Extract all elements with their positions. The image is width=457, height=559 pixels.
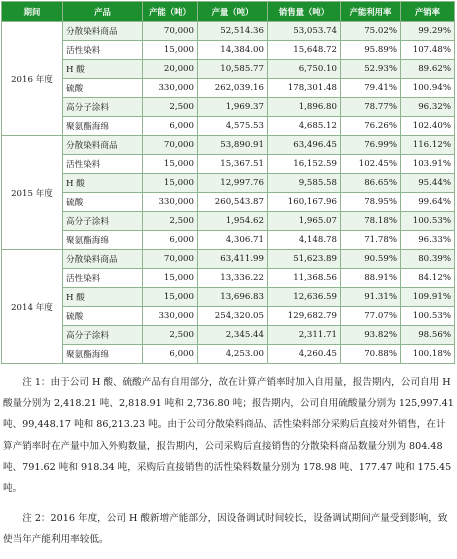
sales-ratio-cell: 95.44%: [401, 174, 455, 193]
sales-ratio-cell: 100.94%: [401, 79, 455, 98]
table-body: [2, 22, 455, 364]
utilization-cell: 78.95%: [341, 193, 401, 212]
output-cell: 52,514.36: [198, 22, 268, 41]
sales-ratio-cell: 103.91%: [401, 155, 455, 174]
capacity-cell: 330,000: [143, 79, 198, 98]
product-cell: 聚氨酯海绵: [63, 231, 143, 250]
utilization-cell: 77.07%: [341, 307, 401, 326]
output-cell: 4,575.53: [198, 117, 268, 136]
product-cell: 高分子涂料: [63, 98, 143, 117]
product-cell: 分散染料商品: [63, 22, 143, 41]
capacity-cell: 15,000: [143, 269, 198, 288]
product-cell: 高分子涂料: [63, 326, 143, 345]
output-cell: 260,543.87: [198, 193, 268, 212]
sales-ratio-cell: 96.32%: [401, 98, 455, 117]
sales-cell: 12,636.59: [268, 288, 341, 307]
output-cell: 15,367.51: [198, 155, 268, 174]
production-table: [1, 1, 455, 364]
product-cell: 硫酸: [63, 79, 143, 98]
period-cell: 2014 年度: [2, 250, 63, 364]
utilization-cell: 76.99%: [341, 136, 401, 155]
sales-cell: 11,368.56: [268, 269, 341, 288]
utilization-cell: 91.31%: [341, 288, 401, 307]
utilization-cell: 79.41%: [341, 79, 401, 98]
capacity-cell: 70,000: [143, 250, 198, 269]
capacity-cell: 15,000: [143, 288, 198, 307]
capacity-cell: 2,500: [143, 98, 198, 117]
output-cell: 13,336.22: [198, 269, 268, 288]
table-row: [2, 288, 455, 307]
sales-ratio-cell: 100.53%: [401, 212, 455, 231]
table-row: [2, 136, 455, 155]
utilization-cell: 86.65%: [341, 174, 401, 193]
product-cell: H 酸: [63, 174, 143, 193]
col-header-utilization: 产能利用率: [341, 2, 401, 22]
sales-cell: 9,585.58: [268, 174, 341, 193]
sales-ratio-cell: 100.53%: [401, 307, 455, 326]
product-cell: 硫酸: [63, 307, 143, 326]
capacity-cell: 6,000: [143, 345, 198, 364]
sales-ratio-cell: 107.48%: [401, 41, 455, 60]
table-row: [2, 345, 455, 364]
notes-section: [3, 372, 454, 551]
utilization-cell: 75.02%: [341, 22, 401, 41]
product-cell: H 酸: [63, 60, 143, 79]
sales-cell: 6,750.10: [268, 60, 341, 79]
table-row: [2, 269, 455, 288]
utilization-cell: 70.88%: [341, 345, 401, 364]
product-cell: 分散染料商品: [63, 136, 143, 155]
sales-cell: 16,152.59: [268, 155, 341, 174]
utilization-cell: 102.45%: [341, 155, 401, 174]
col-header-product: 产品: [63, 2, 143, 22]
table-row: [2, 98, 455, 117]
output-cell: 63,411.99: [198, 250, 268, 269]
table-row: [2, 174, 455, 193]
output-cell: 10,585.77: [198, 60, 268, 79]
table-row: [2, 212, 455, 231]
output-cell: 14,384.00: [198, 41, 268, 60]
table-row: [2, 60, 455, 79]
sales-ratio-cell: 102.40%: [401, 117, 455, 136]
utilization-cell: 93.82%: [341, 326, 401, 345]
capacity-cell: 15,000: [143, 174, 198, 193]
product-cell: 活性染料: [63, 269, 143, 288]
sales-ratio-cell: 80.39%: [401, 250, 455, 269]
sales-ratio-cell: 89.62%: [401, 60, 455, 79]
period-cell: 2015 年度: [2, 136, 63, 250]
product-cell: 分散染料商品: [63, 250, 143, 269]
utilization-cell: 78.18%: [341, 212, 401, 231]
sales-ratio-cell: 98.56%: [401, 326, 455, 345]
utilization-cell: 78.77%: [341, 98, 401, 117]
capacity-cell: 20,000: [143, 60, 198, 79]
capacity-cell: 70,000: [143, 22, 198, 41]
table-row: [2, 117, 455, 136]
col-header-sales-ratio: 产销率: [401, 2, 455, 22]
sales-ratio-cell: 109.91%: [401, 288, 455, 307]
product-cell: 聚氨酯海绵: [63, 117, 143, 136]
output-cell: 2,345.44: [198, 326, 268, 345]
product-cell: 硫酸: [63, 193, 143, 212]
table-row: [2, 231, 455, 250]
table-header-row: [2, 2, 455, 22]
output-cell: 13,696.83: [198, 288, 268, 307]
sales-cell: 178,301.48: [268, 79, 341, 98]
col-header-period: 期间: [2, 2, 63, 22]
col-header-output: 产量（吨）: [198, 2, 268, 22]
utilization-cell: 90.59%: [341, 250, 401, 269]
note-1: 注 1：由于公司 H 酸、硫酸产品有自用部分，故在计算产销率时加入自用量，报告期内，公司自用 H 酸量分别为 2,418.21 吨、2,818.91 吨和 2,736.80 吨；报告期内，公司自用硫酸量分别为 125,997.41 吨、99,448.17 吨和 86,213.23 吨。由于公司分散染料商品、活性染料部分采购后直接对外销售，在计算产销率时在产量中加入外购数量，报告期内，公司采购后直接销售的分散染料商品数量分别为 804.48 吨、791.62 吨和 918.34 吨，采购后直接销售的活性染料数量分别为 178.98 吨、177.47 吨和 175.45 吨。: [3, 377, 454, 495]
capacity-cell: 6,000: [143, 117, 198, 136]
sales-cell: 1,965.07: [268, 212, 341, 231]
utilization-cell: 76.26%: [341, 117, 401, 136]
sales-cell: 160,167.96: [268, 193, 341, 212]
table-row: [2, 193, 455, 212]
utilization-cell: 52.93%: [341, 60, 401, 79]
sales-cell: 53,053.74: [268, 22, 341, 41]
output-cell: 4,253.00: [198, 345, 268, 364]
capacity-cell: 15,000: [143, 41, 198, 60]
output-cell: 262,039.16: [198, 79, 268, 98]
output-cell: 4,306.71: [198, 231, 268, 250]
utilization-cell: 71.78%: [341, 231, 401, 250]
utilization-cell: 88.91%: [341, 269, 401, 288]
sales-ratio-cell: 84.12%: [401, 269, 455, 288]
capacity-cell: 2,500: [143, 212, 198, 231]
product-cell: 高分子涂料: [63, 212, 143, 231]
sales-cell: 4,148.78: [268, 231, 341, 250]
capacity-cell: 330,000: [143, 193, 198, 212]
capacity-cell: 330,000: [143, 307, 198, 326]
note-2: 注 2：2016 年度，公司 H 酸新增产能部分，因设备调试时间较长，设备调试期间产量受到影响，致使当年产能利用率较低。: [3, 513, 448, 546]
sales-cell: 51,623.89: [268, 250, 341, 269]
period-cell: 2016 年度: [2, 22, 63, 136]
sales-cell: 2,311.71: [268, 326, 341, 345]
sales-cell: 4,260.45: [268, 345, 341, 364]
sales-ratio-cell: 99.29%: [401, 22, 455, 41]
table-row: [2, 155, 455, 174]
product-cell: H 酸: [63, 288, 143, 307]
table-row: [2, 250, 455, 269]
sales-cell: 129,682.79: [268, 307, 341, 326]
utilization-cell: 95.89%: [341, 41, 401, 60]
col-header-capacity: 产能（吨）: [143, 2, 198, 22]
output-cell: 1,969.37: [198, 98, 268, 117]
sales-cell: 1,896.80: [268, 98, 341, 117]
sales-cell: 63,496.45: [268, 136, 341, 155]
capacity-cell: 6,000: [143, 231, 198, 250]
capacity-cell: 70,000: [143, 136, 198, 155]
output-cell: 12,997.76: [198, 174, 268, 193]
output-cell: 53,890.91: [198, 136, 268, 155]
sales-ratio-cell: 100.18%: [401, 345, 455, 364]
product-cell: 活性染料: [63, 155, 143, 174]
sales-cell: 15,648.72: [268, 41, 341, 60]
table-row: [2, 22, 455, 41]
sales-ratio-cell: 99.64%: [401, 193, 455, 212]
capacity-cell: 2,500: [143, 326, 198, 345]
output-cell: 254,320.05: [198, 307, 268, 326]
product-cell: 聚氨酯海绵: [63, 345, 143, 364]
table-row: [2, 326, 455, 345]
product-cell: 活性染料: [63, 41, 143, 60]
sales-ratio-cell: 116.12%: [401, 136, 455, 155]
col-header-sales: 销售量（吨）: [268, 2, 341, 22]
table-row: [2, 307, 455, 326]
output-cell: 1,954.62: [198, 212, 268, 231]
sales-ratio-cell: 96.33%: [401, 231, 455, 250]
capacity-cell: 15,000: [143, 155, 198, 174]
table-row: [2, 79, 455, 98]
sales-cell: 4,685.12: [268, 117, 341, 136]
table-row: [2, 41, 455, 60]
